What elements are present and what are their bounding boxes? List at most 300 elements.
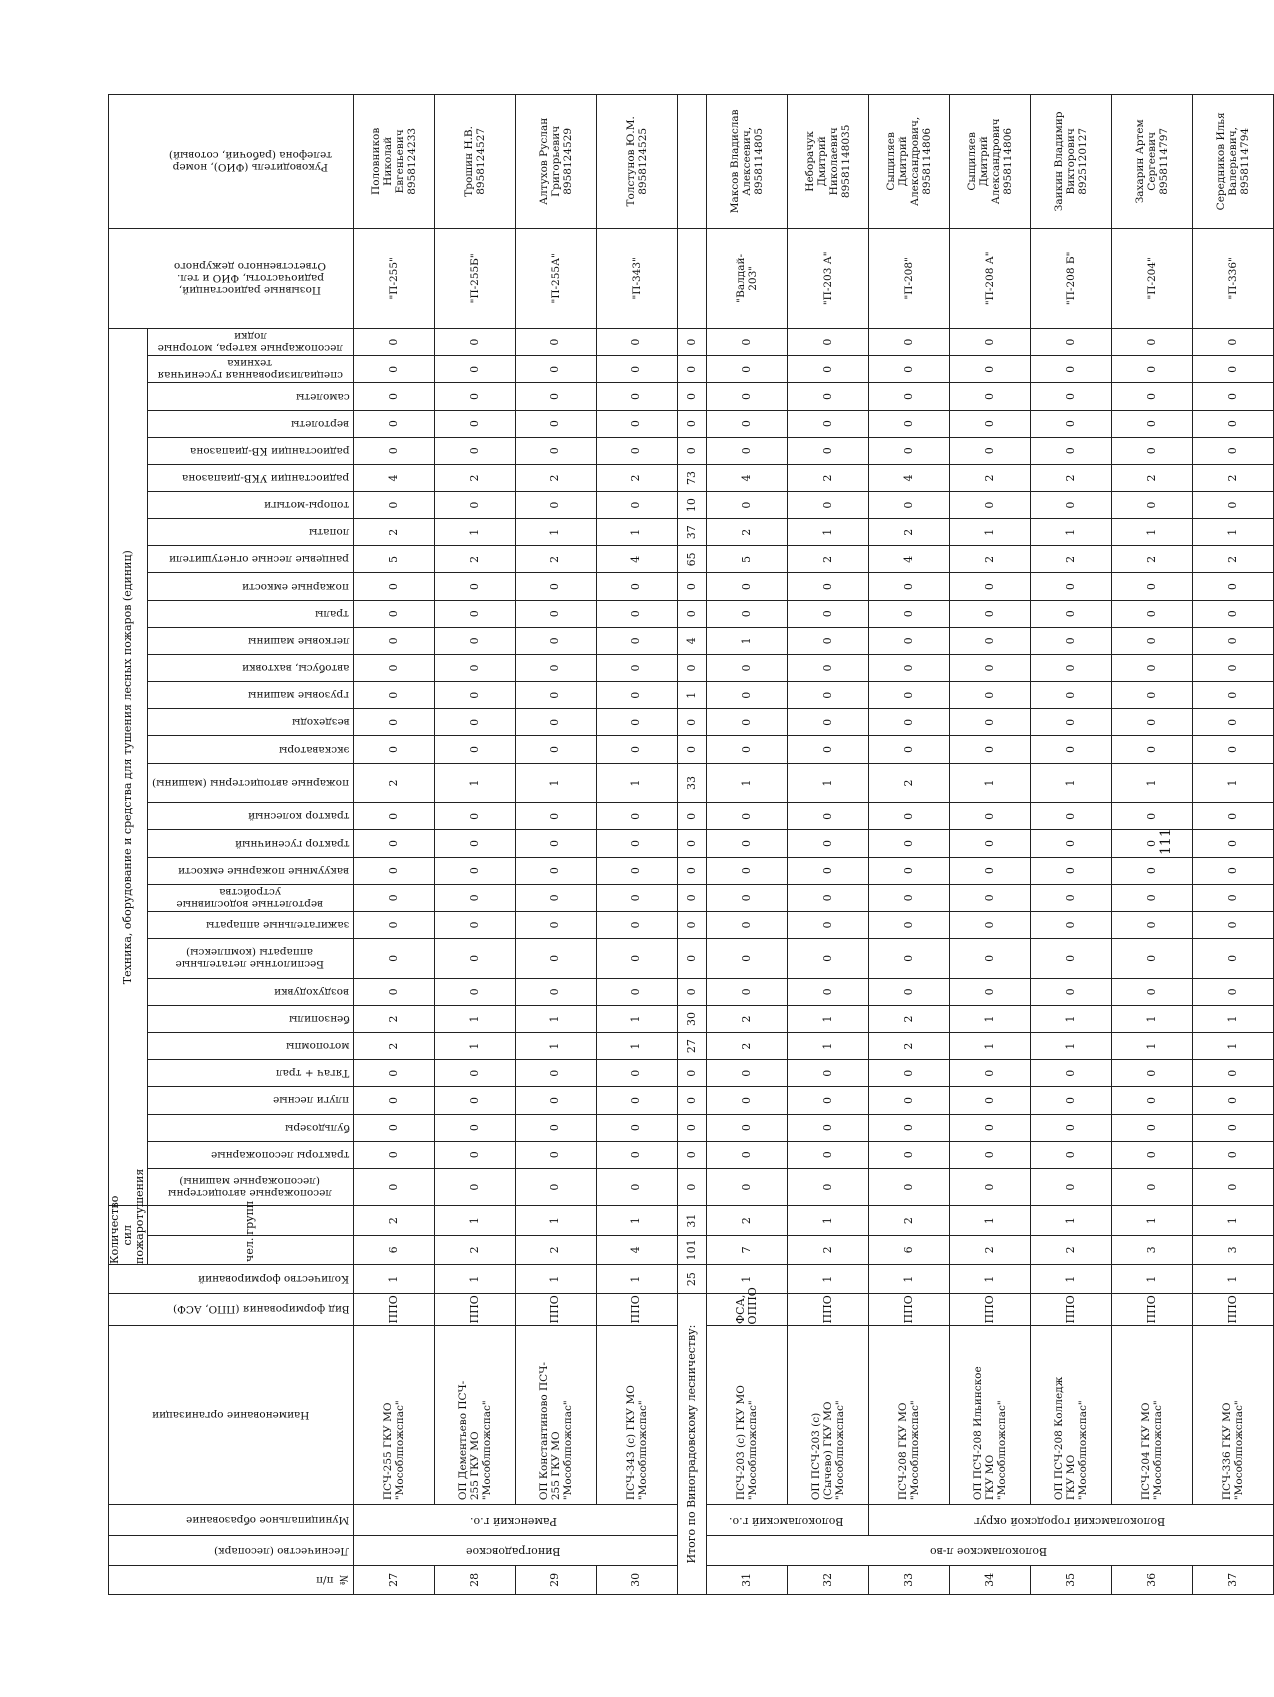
equipment-value-text: 2 xyxy=(901,779,915,787)
equipment-value xyxy=(707,492,788,519)
people-count-text: 4 xyxy=(629,1246,643,1254)
form-type-text: ППО xyxy=(1144,1295,1158,1324)
equipment-value xyxy=(788,911,869,938)
people-count xyxy=(1031,1235,1112,1264)
row-num-text: 37 xyxy=(1225,1572,1239,1587)
equipment-value xyxy=(788,682,869,709)
equipment-value xyxy=(869,546,950,573)
equipment-value xyxy=(596,328,677,355)
equipment-value xyxy=(788,627,869,654)
org-name-text: ОП Константиново ПСЧ- 255 ГКУ МО "Мособлпожспас" xyxy=(537,1362,574,1501)
equipment-value xyxy=(869,1114,950,1141)
equipment-value-text: 1 xyxy=(1144,1015,1158,1023)
equipment-value-text: 0 xyxy=(739,420,753,428)
form-type-text: ППО xyxy=(548,1295,562,1324)
equipment-value-text: 0 xyxy=(467,1124,481,1132)
row-num xyxy=(1192,1565,1273,1594)
equipment-value-text: 0 xyxy=(629,840,643,848)
equipment-value-text: 0 xyxy=(1144,691,1158,699)
total-equipment-value xyxy=(677,383,707,410)
form-type-text: ППО xyxy=(901,1295,915,1324)
head-contact xyxy=(788,95,869,229)
equipment-value xyxy=(596,1114,677,1141)
equipment-value-text: 0 xyxy=(739,338,753,346)
equipment-value xyxy=(353,464,434,491)
equipment-value xyxy=(950,383,1031,410)
equipment-value-text: 1 xyxy=(1225,528,1239,536)
radio-callsign xyxy=(869,228,950,328)
row-num xyxy=(596,1565,677,1594)
equipment-value-text: 1 xyxy=(820,1015,834,1023)
equipment-value-text: 0 xyxy=(982,718,996,726)
equipment-value xyxy=(1192,830,1273,857)
equipment-value xyxy=(788,978,869,1005)
equipment-value xyxy=(515,830,596,857)
header-head xyxy=(109,95,354,229)
equipment-value-text: 0 xyxy=(467,447,481,455)
equipment-value-text: 0 xyxy=(820,988,834,996)
form-type-text: ППО xyxy=(982,1295,996,1324)
equipment-value-text: 0 xyxy=(1225,1069,1239,1077)
equipment-value xyxy=(596,803,677,830)
header-form-count xyxy=(109,1264,354,1293)
equipment-value-text: 0 xyxy=(629,365,643,373)
equipment-value xyxy=(788,1168,869,1206)
radio-callsign xyxy=(707,228,788,328)
equipment-value xyxy=(515,709,596,736)
equipment-value xyxy=(869,464,950,491)
header-lesnichestvo xyxy=(109,1536,354,1565)
radio-callsign xyxy=(950,228,1031,328)
equipment-value xyxy=(1192,1114,1273,1141)
equipment-value-text: 2 xyxy=(386,779,400,787)
people-count xyxy=(596,1235,677,1264)
equipment-value xyxy=(707,328,788,355)
equipment-value-text: 0 xyxy=(386,1096,400,1104)
equipment-value xyxy=(596,830,677,857)
equipment-value xyxy=(596,519,677,546)
equipment-value xyxy=(950,519,1031,546)
total-empty xyxy=(677,228,707,328)
equipment-value-text: 0 xyxy=(982,894,996,902)
equipment-value-text: 0 xyxy=(1225,1151,1239,1159)
equipment-value xyxy=(1031,1005,1112,1032)
equipment-value-text: 0 xyxy=(739,447,753,455)
equipment-value xyxy=(353,763,434,803)
equipment-value-text: 0 xyxy=(739,812,753,820)
equipment-value-text: 0 xyxy=(901,1069,915,1077)
form-type-text: ППО xyxy=(386,1295,400,1324)
equipment-value xyxy=(1031,654,1112,681)
equipment-value-text: 0 xyxy=(820,392,834,400)
equipment-value-text: 2 xyxy=(548,474,562,482)
equipment-value xyxy=(707,519,788,546)
total-equipment-value xyxy=(677,546,707,573)
radio-callsign-text: "П-255Б" xyxy=(468,253,481,304)
form-count-text: 1 xyxy=(820,1275,834,1283)
equipment-value-text: 0 xyxy=(629,664,643,672)
equipment-value-text: 5 xyxy=(386,555,400,563)
equipment-value xyxy=(707,709,788,736)
head-contact xyxy=(950,95,1031,229)
equipment-value xyxy=(515,1087,596,1114)
equipment-value-text: 0 xyxy=(1144,501,1158,509)
equipment-value-text: 0 xyxy=(1144,840,1158,848)
equipment-value-text: 0 xyxy=(1063,501,1077,509)
equipment-value-text: 0 xyxy=(467,691,481,699)
equipment-value-text: 0 xyxy=(982,365,996,373)
equipment-value xyxy=(434,437,515,464)
equipment-value xyxy=(707,736,788,763)
equipment-value xyxy=(788,736,869,763)
equipment-value xyxy=(950,627,1031,654)
equipment-value xyxy=(707,939,788,979)
equipment-value-text: 0 xyxy=(629,637,643,645)
equipment-value-text: 2 xyxy=(901,1015,915,1023)
header-equipment-item xyxy=(147,383,353,410)
equipment-value xyxy=(950,830,1031,857)
equipment-value-text: 0 xyxy=(548,840,562,848)
header-org-text: Наименование организации xyxy=(151,1408,310,1421)
equipment-value xyxy=(1112,546,1193,573)
equipment-value xyxy=(950,410,1031,437)
equipment-value xyxy=(707,1033,788,1060)
total-people xyxy=(677,1235,707,1264)
page-number: 111 xyxy=(1158,828,1174,855)
equipment-value xyxy=(950,857,1031,884)
header-num-text: № п/п xyxy=(316,1573,350,1586)
equipment-value-text: 0 xyxy=(982,921,996,929)
form-type xyxy=(353,1294,434,1325)
header-equipment-item-text: самолеты xyxy=(295,390,350,403)
equipment-value xyxy=(788,383,869,410)
equipment-value-text: 0 xyxy=(1225,691,1239,699)
equipment-value xyxy=(515,1141,596,1168)
equipment-value-text: 0 xyxy=(739,894,753,902)
equipment-value-text: 1 xyxy=(548,779,562,787)
equipment-value-text: 1 xyxy=(982,528,996,536)
equipment-value-text: 0 xyxy=(901,447,915,455)
equipment-value xyxy=(596,857,677,884)
equipment-value-text: 0 xyxy=(1063,610,1077,618)
equipment-value-text: 0 xyxy=(467,1183,481,1191)
equipment-value-text: 0 xyxy=(1225,894,1239,902)
equipment-value-text: 0 xyxy=(548,691,562,699)
equipment-value-text: 4 xyxy=(386,474,400,482)
group-count xyxy=(788,1206,869,1235)
equipment-value-text: 0 xyxy=(467,1151,481,1159)
radio-callsign-text: "П-203 А" xyxy=(822,251,835,306)
head-contact-text: Сыщиляев Дмитрий Александрович 8958114806 xyxy=(966,118,1015,205)
group-count-text: 1 xyxy=(1144,1217,1158,1225)
equipment-value xyxy=(1112,939,1193,979)
header-equipment-item xyxy=(147,884,353,911)
equipment-value xyxy=(1031,519,1112,546)
equipment-value xyxy=(869,830,950,857)
radio-callsign xyxy=(1031,228,1112,328)
equipment-value xyxy=(515,736,596,763)
equipment-value-text: 1 xyxy=(629,779,643,787)
total-equipment-value xyxy=(677,1114,707,1141)
equipment-value xyxy=(788,1060,869,1087)
equipment-value xyxy=(1112,884,1193,911)
equipment-value xyxy=(1192,939,1273,979)
equipment-value xyxy=(434,519,515,546)
equipment-value-text: 1 xyxy=(1063,779,1077,787)
equipment-value-text: 2 xyxy=(1063,555,1077,563)
equipment-value-text: 0 xyxy=(548,988,562,996)
equipment-value xyxy=(869,383,950,410)
org-name-text: ПСЧ-343 (с) ГКУ МО "Мособлпожспас" xyxy=(624,1385,649,1501)
total-equipment-value-text: 30 xyxy=(684,1011,698,1026)
equipment-value xyxy=(707,356,788,383)
equipment-value-text: 0 xyxy=(1063,664,1077,672)
group-count xyxy=(950,1206,1031,1235)
municipality-cell xyxy=(353,1505,677,1536)
equipment-value xyxy=(1192,410,1273,437)
header-equipment-item-text: вездеходы xyxy=(291,716,350,729)
total-equipment-value-text: 0 xyxy=(684,921,698,929)
equipment-value-text: 0 xyxy=(982,1151,996,1159)
radio-callsign-text: "П-343" xyxy=(630,257,643,300)
form-count-text: 1 xyxy=(1063,1275,1077,1283)
form-type xyxy=(1192,1294,1273,1325)
form-count xyxy=(1192,1264,1273,1293)
table-row xyxy=(434,95,515,1595)
equipment-value xyxy=(950,654,1031,681)
equipment-value xyxy=(434,884,515,911)
header-equipment-item-text: вертолетные водосливные устройства xyxy=(176,885,324,910)
radio-callsign xyxy=(515,228,596,328)
equipment-value-text: 0 xyxy=(1225,812,1239,820)
equipment-value-text: 0 xyxy=(901,988,915,996)
header-equipment-item-text: трактор колесный xyxy=(247,810,350,823)
equipment-value xyxy=(1192,736,1273,763)
equipment-value xyxy=(707,803,788,830)
equipment-value-text: 0 xyxy=(386,420,400,428)
people-count xyxy=(707,1235,788,1264)
equipment-value xyxy=(707,410,788,437)
equipment-value-text: 0 xyxy=(1063,338,1077,346)
equipment-value xyxy=(434,911,515,938)
header-equipment-item-text: тралы xyxy=(315,607,350,620)
equipment-value-text: 0 xyxy=(739,867,753,875)
equipment-value xyxy=(596,492,677,519)
header-equipment-item xyxy=(147,803,353,830)
equipment-value xyxy=(1031,1168,1112,1206)
equipment-value xyxy=(1192,437,1273,464)
equipment-value xyxy=(950,1168,1031,1206)
total-equipment-value xyxy=(677,1005,707,1032)
total-empty xyxy=(677,95,707,229)
equipment-value xyxy=(515,884,596,911)
equipment-value xyxy=(353,1033,434,1060)
equipment-value xyxy=(1192,546,1273,573)
total-equipment-value-text: 0 xyxy=(684,1183,698,1191)
people-count xyxy=(1112,1235,1193,1264)
total-equipment-value xyxy=(677,682,707,709)
equipment-value-text: 0 xyxy=(629,583,643,591)
equipment-value xyxy=(515,939,596,979)
equipment-value-text: 0 xyxy=(548,392,562,400)
equipment-value-text: 0 xyxy=(1063,840,1077,848)
form-count-text: 1 xyxy=(548,1275,562,1283)
equipment-value-text: 0 xyxy=(629,1124,643,1132)
equipment-value-text: 0 xyxy=(1144,812,1158,820)
equipment-value-text: 0 xyxy=(1144,392,1158,400)
equipment-value-text: 0 xyxy=(1063,1124,1077,1132)
equipment-value xyxy=(1112,356,1193,383)
equipment-value xyxy=(1031,437,1112,464)
equipment-value xyxy=(707,1005,788,1032)
equipment-value-text: 1 xyxy=(1144,779,1158,787)
header-equipment-item-text: бензопилы xyxy=(288,1013,350,1026)
equipment-value xyxy=(869,857,950,884)
equipment-value-text: 0 xyxy=(901,501,915,509)
equipment-value-text: 0 xyxy=(820,812,834,820)
group-count-text: 1 xyxy=(467,1217,481,1225)
equipment-value-text: 0 xyxy=(901,840,915,848)
people-count xyxy=(353,1235,434,1264)
header-radio-text: Позывные радиостанций, радиочастоты, ФИО и тел. Ответственного дежурного xyxy=(174,260,327,297)
group-count xyxy=(1192,1206,1273,1235)
equipment-value-text: 0 xyxy=(386,840,400,848)
equipment-value xyxy=(515,1033,596,1060)
equipment-value-text: 0 xyxy=(1225,718,1239,726)
org-name xyxy=(1031,1325,1112,1505)
total-count-text: 25 xyxy=(684,1272,698,1287)
form-count xyxy=(950,1264,1031,1293)
equipment-value xyxy=(869,573,950,600)
row-num-text: 35 xyxy=(1063,1572,1077,1587)
people-count-text: 2 xyxy=(548,1246,562,1254)
equipment-value xyxy=(788,1114,869,1141)
equipment-value-text: 1 xyxy=(467,1042,481,1050)
total-equipment-value xyxy=(677,1141,707,1168)
equipment-value-text: 0 xyxy=(548,867,562,875)
equipment-value-text: 0 xyxy=(467,812,481,820)
equipment-value-text: 0 xyxy=(901,392,915,400)
people-count xyxy=(515,1235,596,1264)
total-equipment-value xyxy=(677,356,707,383)
equipment-value-text: 0 xyxy=(629,392,643,400)
equipment-value xyxy=(788,803,869,830)
equipment-value xyxy=(707,383,788,410)
header-equipment-item xyxy=(147,1141,353,1168)
equipment-value-text: 0 xyxy=(386,338,400,346)
form-type xyxy=(707,1287,788,1325)
equipment-value-text: 0 xyxy=(820,718,834,726)
municipality-cell-text: Волоколамский г.о. xyxy=(728,1514,844,1528)
equipment-value-text: 0 xyxy=(548,664,562,672)
table-row xyxy=(515,95,596,1595)
total-equipment-value-text: 0 xyxy=(684,420,698,428)
equipment-value xyxy=(1112,492,1193,519)
header-equipment-item-text: грузовые машины xyxy=(248,689,350,702)
header-equipment-item xyxy=(147,1060,353,1087)
group-count-text: 1 xyxy=(820,1217,834,1225)
equipment-value-text: 2 xyxy=(386,1015,400,1023)
equipment-value-text: 0 xyxy=(548,583,562,591)
equipment-value-text: 0 xyxy=(739,840,753,848)
equipment-value-text: 0 xyxy=(820,840,834,848)
org-name xyxy=(515,1325,596,1505)
equipment-value xyxy=(353,1087,434,1114)
equipment-value xyxy=(1192,682,1273,709)
equipment-value xyxy=(950,546,1031,573)
equipment-value-text: 0 xyxy=(386,988,400,996)
equipment-value-text: 0 xyxy=(1144,664,1158,672)
header-equipment-item-text: топоры-мотыги xyxy=(264,499,350,512)
equipment-value-text: 0 xyxy=(1144,988,1158,996)
equipment-value-text: 0 xyxy=(1063,392,1077,400)
equipment-value xyxy=(434,654,515,681)
equipment-value xyxy=(353,492,434,519)
header-form-type-text: Вид формирования (ППО, АСФ) xyxy=(172,1303,350,1316)
equipment-value xyxy=(1192,1033,1273,1060)
equipment-value xyxy=(434,1033,515,1060)
equipment-value-text: 0 xyxy=(629,447,643,455)
equipment-value-text: 0 xyxy=(982,338,996,346)
form-type-text: ППО xyxy=(1063,1295,1077,1324)
equipment-value-text: 0 xyxy=(739,1151,753,1159)
head-contact xyxy=(1192,95,1273,229)
equipment-value-text: 0 xyxy=(739,392,753,400)
org-name-text: ПСЧ-208 ГКУ МО "Мособлпожспас" xyxy=(897,1400,922,1501)
equipment-value xyxy=(707,830,788,857)
header-people xyxy=(147,1235,353,1264)
total-equipment-value xyxy=(677,437,707,464)
equipment-value xyxy=(434,546,515,573)
equipment-value-text: 2 xyxy=(386,528,400,536)
people-count-text: 7 xyxy=(739,1246,753,1254)
equipment-value-text: 0 xyxy=(901,746,915,754)
equipment-value-text: 0 xyxy=(739,1096,753,1104)
total-equipment-value xyxy=(677,978,707,1005)
equipment-value xyxy=(707,627,788,654)
lesnichestvo-cell-text: Виноградовское xyxy=(466,1544,561,1558)
org-name-text: ОП Дементьево ПСЧ- 255 ГКУ МО "Мособлпожспас" xyxy=(456,1380,493,1501)
equipment-value-text: 4 xyxy=(739,474,753,482)
table-row xyxy=(1031,95,1112,1595)
equipment-value xyxy=(1112,911,1193,938)
form-type xyxy=(434,1294,515,1325)
equipment-value xyxy=(434,682,515,709)
equipment-value-text: 0 xyxy=(1144,1096,1158,1104)
equipment-value xyxy=(596,573,677,600)
radio-callsign-text: "П-208 А" xyxy=(984,251,997,306)
header-equipment-item xyxy=(147,911,353,938)
equipment-value-text: 0 xyxy=(386,1183,400,1191)
equipment-value-text: 4 xyxy=(629,555,643,563)
equipment-value xyxy=(1192,1141,1273,1168)
head-contact-text: Трошин Н.В. 8958124527 xyxy=(462,126,487,197)
equipment-value-text: 0 xyxy=(820,954,834,962)
equipment-value xyxy=(353,1168,434,1206)
equipment-value-text: 0 xyxy=(1063,867,1077,875)
table-row xyxy=(950,95,1031,1595)
equipment-value-text: 2 xyxy=(1225,474,1239,482)
equipment-value-text: 0 xyxy=(1144,447,1158,455)
equipment-value-text: 0 xyxy=(386,812,400,820)
header-people-text: чел. xyxy=(243,1237,257,1262)
equipment-value xyxy=(1192,763,1273,803)
equipment-value-text: 0 xyxy=(901,954,915,962)
equipment-value-text: 0 xyxy=(386,365,400,373)
equipment-value-text: 0 xyxy=(901,664,915,672)
equipment-value-text: 0 xyxy=(629,921,643,929)
equipment-value-text: 0 xyxy=(548,1096,562,1104)
